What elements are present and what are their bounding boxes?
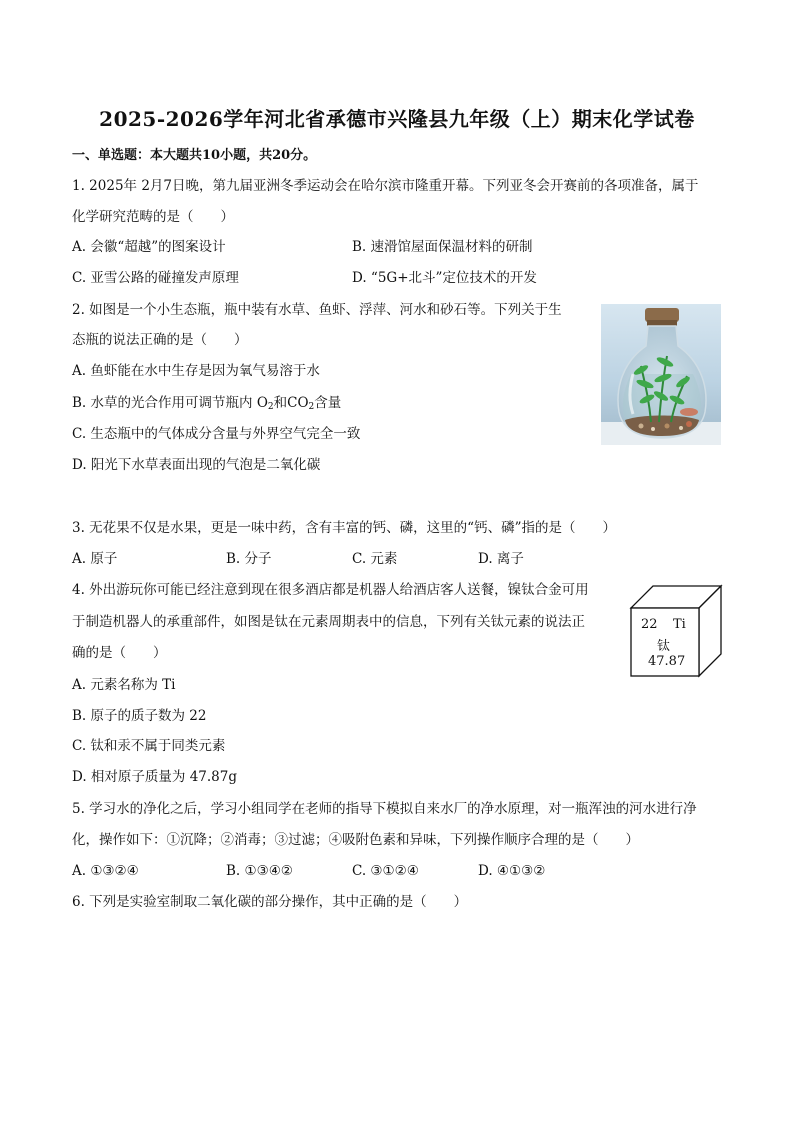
q2-option-b-and: 和	[273, 395, 288, 411]
q1-option-b: B. 速滑馆屋面保温材料的研制	[352, 239, 533, 255]
q1-option-c: C. 亚雪公路的碰撞发声原理	[72, 270, 239, 286]
q3-option-c: C. 元素	[352, 551, 398, 567]
element-atomic-mass: 47.87	[648, 654, 686, 669]
titanium-element-cell	[629, 584, 723, 678]
q5-option-c: C. ③①②④	[352, 863, 419, 879]
page-title: 2025-2026学年河北省承德市兴隆县九年级（上）期末化学试卷	[99, 107, 695, 131]
q2-option-b-text2: 含量	[314, 395, 342, 411]
q5-option-a: A. ①③②④	[72, 863, 139, 879]
q3-option-a: A. 原子	[72, 551, 118, 567]
q2-option-b-sub2: 2	[308, 402, 315, 412]
q2-option-a: A. 鱼虾能在水中生存是因为氧气易溶于水	[72, 363, 320, 379]
q4-option-a: A. 元素名称为 Ti	[72, 677, 176, 693]
q1-stem-line2: 化学研究范畴的是（ ）	[72, 209, 234, 225]
q3-stem: 3. 无花果不仅是水果，更是一味中药，含有丰富的钙、磷，这里的“钙、磷”指的是（ ）	[72, 520, 616, 536]
q2-option-b-sub1: 2	[267, 402, 274, 412]
q2-stem-line2: 态瓶的说法正确的是（ ）	[72, 332, 248, 348]
q2-stem-line1: 2. 如图是一个小生态瓶，瓶中装有水草、鱼虾、浮萍、河水和砂石等。下列关于生	[72, 302, 562, 318]
q3-option-d: D. 离子	[478, 551, 524, 567]
q4-stem-line3: 确的是（ ）	[72, 645, 167, 661]
q5-stem-line2: 化，操作如下：①沉降；②消毒；③过滤；④吸附色素和异味，下列操作顺序合理的是（ ）	[72, 832, 639, 848]
q4-option-c: C. 钛和汞不属于同类元素	[72, 738, 226, 754]
q5-stem-line1: 5. 学习水的净化之后，学习小组同学在老师的指导下模拟自来水厂的净水原理，对一瓶浑浊的河水进行净	[72, 801, 697, 817]
q2-option-d: D. 阳光下水草表面出现的气泡是二氧化碳	[72, 457, 321, 473]
q2-option-c: C. 生态瓶中的气体成分含量与外界空气完全一致	[72, 426, 361, 442]
q4-stem-line1: 4. 外出游玩你可能已经注意到现在很多酒店都是机器人给酒店客人送餐，镍钛合金可用	[72, 582, 589, 598]
element-name: 钛	[657, 639, 671, 654]
q3-option-b: B. 分子	[226, 551, 272, 567]
q5-option-b: B. ①③④②	[226, 863, 293, 879]
element-atomic-number: 22	[641, 617, 658, 632]
q4-option-b: B. 原子的质子数为 22	[72, 708, 207, 724]
ecosystem-jar-image	[601, 304, 721, 445]
q2-option-b-o: O	[256, 395, 268, 411]
q5-option-d: D. ④①③②	[478, 863, 546, 879]
q1-option-d: D. “5G+北斗”定位技术的开发	[352, 270, 537, 286]
section-heading: 一、单选题：本大题共10小题，共20分。	[72, 148, 317, 163]
q6-stem: 6. 下列是实验室制取二氧化碳的部分操作，其中正确的是（ ）	[72, 894, 468, 910]
q2-option-b-co: CO	[287, 395, 309, 411]
q4-stem-line2: 于制造机器人的承重部件，如图是钛在元素周期表中的信息，下列有关钛元素的说法正	[72, 614, 585, 630]
q1-stem-line1: 1. 2025年 2月7日晚，第九届亚洲冬季运动会在哈尔滨市隆重开幕。下列亚冬会开赛前的各项准备，属于	[72, 178, 699, 194]
q2-option-b-text1: B. 水草的光合作用可调节瓶内	[72, 395, 253, 411]
q2-option-b	[72, 393, 341, 417]
q4-option-d: D. 相对原子质量为 47.87g	[72, 769, 238, 785]
ecosystem-jar-illustration	[601, 304, 721, 445]
q1-option-a: A. 会徽“超越”的图案设计	[72, 239, 226, 255]
element-symbol: Ti	[673, 617, 686, 632]
